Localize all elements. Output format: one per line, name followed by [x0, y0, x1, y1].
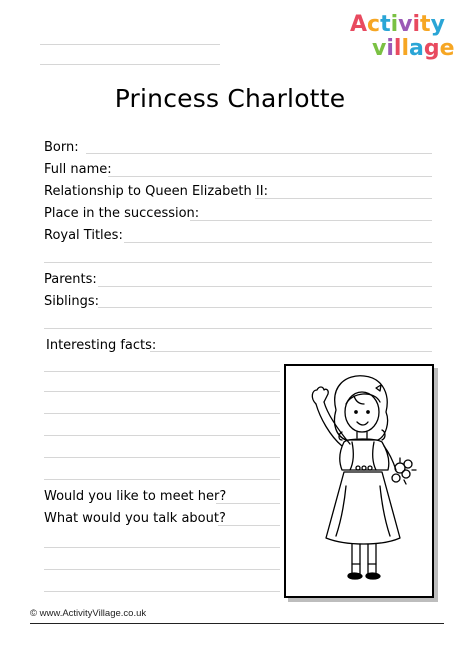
line-facts-6 — [44, 457, 280, 458]
label-interesting-facts: Interesting facts: — [46, 338, 157, 353]
line-facts-1 — [150, 351, 432, 352]
line-succession — [190, 220, 432, 221]
line-parents — [98, 286, 432, 287]
princess-illustration-frame — [284, 364, 434, 598]
line-facts-5 — [44, 435, 280, 436]
line-facts-2 — [44, 371, 280, 372]
line-royal-titles-2 — [44, 262, 432, 263]
footer-copyright: © www.ActivityVillage.co.uk — [30, 608, 147, 619]
label-siblings: Siblings: — [44, 294, 99, 309]
logo-word-activity: Activity — [350, 12, 445, 37]
label-royal-titles: Royal Titles: — [44, 228, 123, 243]
line-talk-3 — [44, 569, 280, 570]
line-born — [86, 153, 432, 154]
line-meet-her — [216, 503, 280, 504]
line-facts-4 — [44, 413, 280, 414]
label-talk-about: What would you talk about? — [44, 511, 226, 526]
line-facts-3 — [44, 391, 280, 392]
label-meet-her: Would you like to meet her? — [44, 489, 227, 504]
label-full-name: Full name: — [44, 162, 112, 177]
line-relationship — [255, 198, 432, 199]
name-line-1 — [40, 44, 220, 45]
page-title: Princess Charlotte — [114, 84, 346, 113]
line-royal-titles-1 — [124, 242, 432, 243]
name-line-2 — [40, 64, 220, 65]
activity-village-logo — [350, 12, 455, 66]
princess-line-art-icon — [286, 366, 432, 596]
line-talk-1 — [218, 525, 280, 526]
footer-rule — [30, 623, 444, 624]
line-talk-2 — [44, 547, 280, 548]
line-facts-7 — [44, 479, 280, 480]
line-siblings-1 — [98, 307, 432, 308]
line-siblings-2 — [44, 328, 432, 329]
line-talk-4 — [44, 591, 280, 592]
line-full-name — [108, 176, 432, 177]
label-parents: Parents: — [44, 272, 97, 287]
label-succession: Place in the succession: — [44, 206, 200, 221]
label-born: Born: — [44, 140, 79, 155]
label-relationship: Relationship to Queen Elizabeth II: — [44, 184, 268, 199]
logo-word-village: village — [372, 36, 455, 61]
